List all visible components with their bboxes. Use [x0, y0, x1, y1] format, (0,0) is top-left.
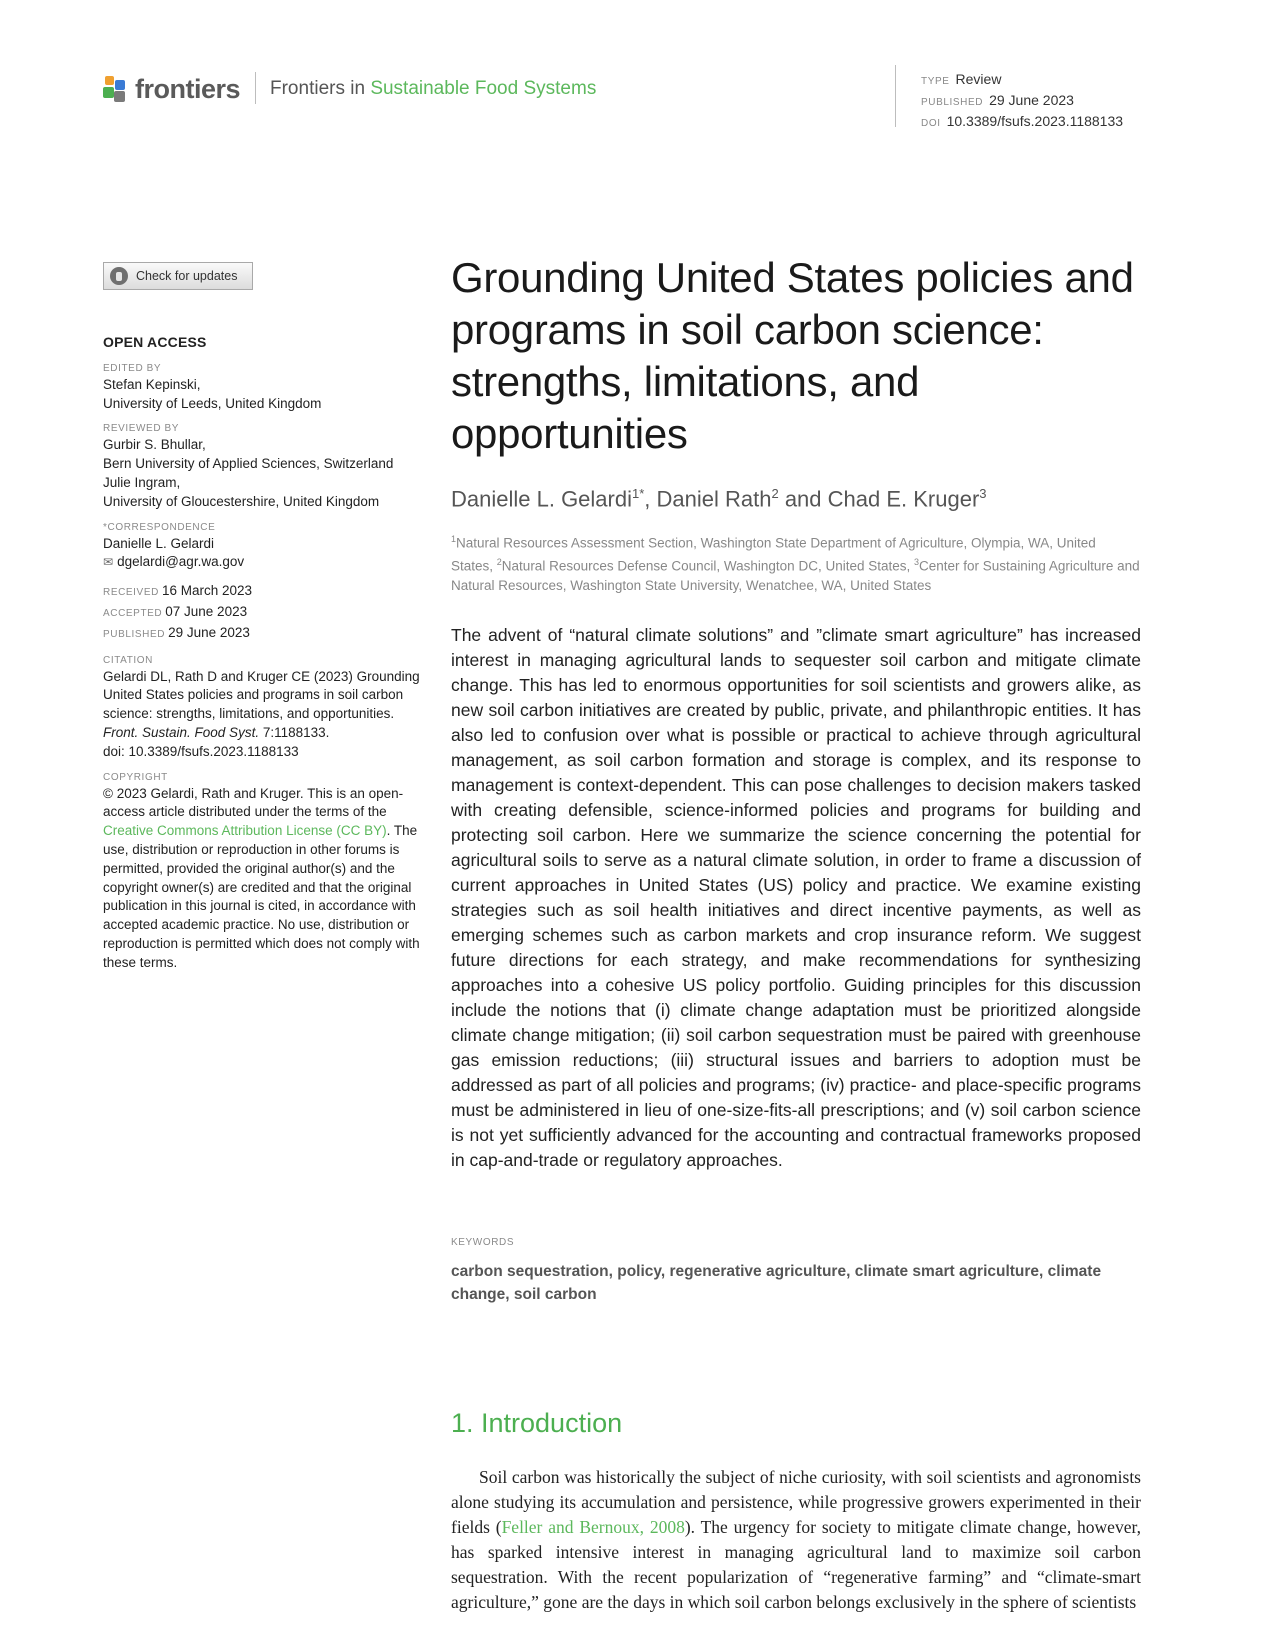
citation-volume: 7:1188133. — [259, 724, 330, 740]
copyright-label: COPYRIGHT — [103, 771, 168, 783]
correspondence-label: *CORRESPONDENCE — [103, 521, 216, 533]
citation-label: CITATION — [103, 654, 153, 666]
affil-2: Natural Resources Defense Council, Washington DC, United States, — [501, 558, 914, 574]
abstract: The advent of “natural climate solutions” and ”climate smart agriculture” has increased interest in managing agricultural lands to sequester soil carbon and mitigate climate change. This has led to enormous opportunities for soil scientists and growers alike, as new soil carbon initiatives are created by public, private, and philanthropic entities. It has also led to confusion over what is possible or practical to achieve through agricultural management, as soil carbon formation and storage is complex, and its response to management is context-dependent. This can pose challenges to decision makers tasked with creating defensible, science-informed policies and programs for building and protecting soil carbon. Here we summarize the science concerning the potential for agricultural soils to serve as a natural climate solution, in order to frame a discussion of current approaches in United States (US) policy and practice. We examine existing strategies such as soil health initiatives and direct incentive payments, as well as emerging schemes such as carbon markets and crop insurance reform. We suggest future directions for each strategy, and make recommendations for synthesizing approaches into a cohesive US policy portfolio. Guiding principles for this discussion include the notions that (i) climate change adaptation must be prioritized alongside climate change mitigation; (ii) soil carbon sequestration must be paired with greenhouse gas emission reductions; (iii) structural issues and barriers to adoption must be addressed as part of all policies and programs; (iv) practice- and place-specific programs must be administered in lieu of one-size-fits-all prescriptions; and (v) soil carbon science is not yet sufficiently advanced for the accounting and contractual frameworks proposed in cap-and-trade or regulatory approaches. — [451, 625, 1141, 1170]
author-2-sup: 2 — [771, 486, 779, 501]
citation-link[interactable]: Feller and Bernoux, 2008 — [501, 1517, 685, 1537]
affil-3-sup: 3 — [914, 557, 920, 568]
type-label: TYPE — [921, 76, 950, 87]
doi-value[interactable]: 10.3389/fsufs.2023.1188133 — [946, 113, 1124, 129]
affiliations — [451, 530, 1141, 595]
reviewer-2-name: Julie Ingram, — [103, 474, 181, 490]
sidebar-published-value: 29 June 2023 — [168, 624, 250, 640]
affil-1-sup: 1 — [451, 534, 457, 544]
edited-by-label: EDITED BY — [103, 362, 162, 374]
header-divider — [255, 72, 256, 104]
copyright-text-1: © 2023 Gelardi, Rath and Kruger. This is an open-access article distributed under the terms of the — [103, 785, 404, 820]
intro-text-2: ). The urgency for society to mitigate climate change, however, has sparked intensive interest in managing agricultural land to maximize soil carbon sequestration. With the recent popularization of “regenerative farming” and “climate-smart agriculture,” gone are the days in which soil carbon belongs exclusively in the sphere of scientists — [451, 1517, 1141, 1612]
intro-text-1: Soil carbon was historically the subject of niche curiosity, with soil scientists and agronomists alone studying its accumulation and persistence, while progressive growers experimented in their fields ( — [451, 1467, 1141, 1537]
sidebar — [103, 333, 423, 973]
frontiers-logo-icon — [103, 74, 129, 104]
editor-name: Stefan Kepinski, — [103, 376, 201, 392]
published-value: 29 June 2023 — [989, 92, 1074, 108]
article-title: Grounding United States policies and programs in soil carbon science: strengths, limitations, and opportunities — [451, 254, 1134, 457]
reviewed-by-label: REVIEWED BY — [103, 423, 180, 435]
article-meta — [921, 70, 1123, 133]
frontiers-logo[interactable] — [103, 72, 240, 106]
journal-prefix: Frontiers in — [270, 78, 371, 99]
bookmark-icon — [110, 267, 128, 285]
citation-text: Gelardi DL, Rath D and Kruger CE (2023) Grounding United States policies and programs in soil carbon science: strengths, limitations, and opportunities. — [103, 668, 420, 722]
reviewer-2-affiliation: University of Gloucestershire, United Kingdom — [103, 493, 380, 509]
reviewer-1-affiliation: Bern University of Applied Sciences, Switzerland — [103, 456, 394, 472]
author-1-sup: 1* — [631, 486, 645, 501]
cc-license-link[interactable]: Creative Commons Attribution License (CC BY) — [103, 823, 387, 839]
editor-affiliation: University of Leeds, United Kingdom — [103, 395, 322, 411]
author-1[interactable]: Danielle L. Gelardi — [451, 486, 632, 512]
accepted-value: 07 June 2023 — [165, 603, 248, 619]
open-access-label: OPEN ACCESS — [103, 334, 207, 350]
journal-name[interactable] — [270, 78, 596, 100]
received-label: RECEIVED — [103, 587, 159, 599]
doi-label: DOI — [921, 118, 941, 129]
keywords-label: KEYWORDS — [451, 1237, 515, 1248]
copyright-text-2: . The use, distribution or reproduction in other forums is permitted, provided the original author(s) and the copyright owner(s) are credited and that the original publication in this journal is cited, in accordance with accepted academic practice. No use, distribution or reproduction is permitted which does not comply with these terms. — [103, 823, 420, 970]
received-row — [103, 582, 423, 603]
meta-type — [921, 70, 1123, 91]
author-3[interactable]: and Chad E. Kruger — [778, 486, 980, 512]
published-row — [103, 624, 423, 645]
meta-divider — [895, 65, 896, 127]
type-value: Review — [955, 71, 1002, 87]
sidebar-published-label: PUBLISHED — [103, 628, 166, 640]
logo-wordmark: frontiers — [135, 73, 241, 104]
citation-journal: Front. Sustain. Food Syst. — [103, 724, 260, 740]
author-2[interactable]: , Daniel Rath — [644, 486, 772, 512]
check-for-updates-label: Check for updates — [136, 269, 238, 283]
citation-doi[interactable]: doi: 10.3389/fsufs.2023.1188133 — [103, 743, 299, 759]
dates-block — [103, 582, 423, 644]
accepted-row — [103, 603, 423, 624]
correspondence-email-row — [103, 553, 423, 572]
affil-2-sup: 2 — [496, 557, 502, 568]
introduction-paragraph — [451, 1465, 1141, 1615]
copyright-text — [103, 785, 423, 973]
meta-published — [921, 91, 1123, 112]
author-3-sup: 3 — [979, 486, 987, 501]
author-list — [451, 486, 1151, 512]
meta-doi — [921, 112, 1123, 133]
correspondence-email[interactable]: dgelardi@agr.wa.gov — [117, 554, 245, 570]
correspondence-name: Danielle L. Gelardi — [103, 535, 215, 551]
introduction-heading: 1. Introduction — [451, 1408, 623, 1438]
reviewer-1-name: Gurbir S. Bhullar, — [103, 437, 206, 453]
email-icon: ✉ — [103, 555, 114, 570]
received-value: 16 March 2023 — [161, 583, 252, 599]
affil-1: Natural Resources Assessment Section, Washington State Department of Agriculture, Olympia, WA, United States, — [451, 535, 1096, 574]
citation-journal-row — [103, 724, 423, 743]
check-for-updates-button[interactable] — [103, 262, 253, 290]
published-label: PUBLISHED — [921, 97, 984, 108]
accepted-label: ACCEPTED — [103, 607, 163, 619]
journal-title: Sustainable Food Systems — [370, 78, 597, 99]
keywords: carbon sequestration, policy, regenerative agriculture, climate smart agriculture, climate change, soil carbon — [451, 1263, 1102, 1303]
affil-3: Center for Sustaining Agriculture and Natural Resources, Washington State University, Wenatchee, WA, United States — [451, 558, 1140, 593]
